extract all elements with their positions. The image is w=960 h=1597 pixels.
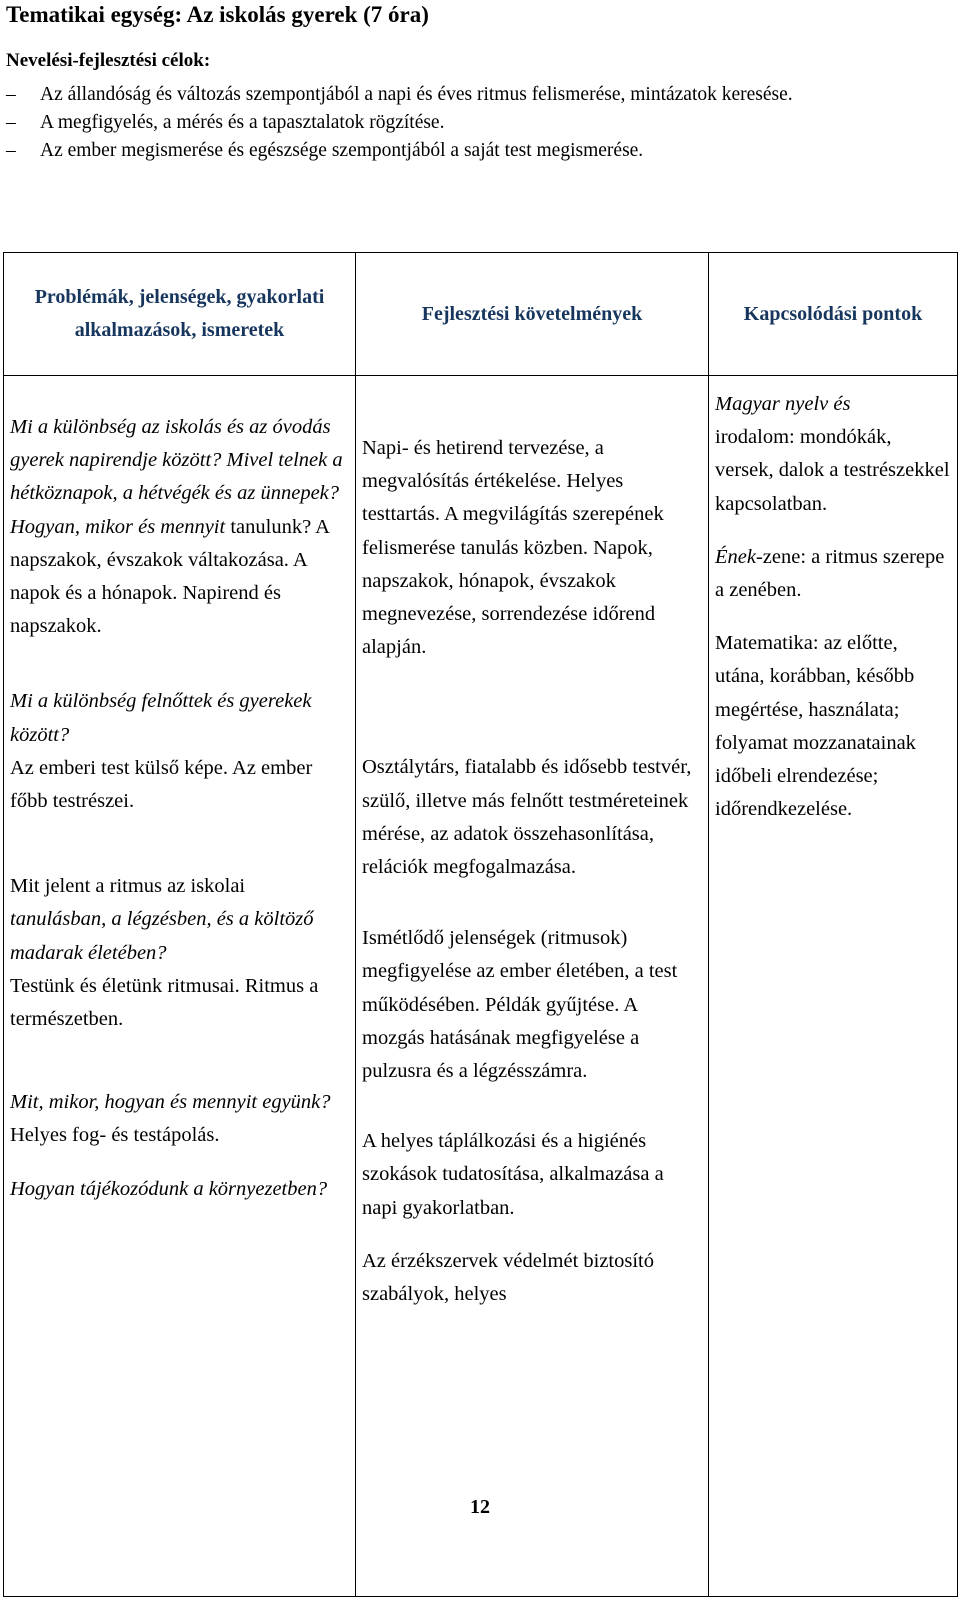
requirement-block: Osztálytárs, fiatalabb és idősebb testvér, szülő, illetve más felnőtt testméreteinek mérése, az adatok összehasonlítása, relációk megfogalmazása. <box>362 756 692 879</box>
goals-list <box>6 82 951 166</box>
dash-marker: – <box>6 112 16 133</box>
connection-block <box>715 541 951 607</box>
cell-problems <box>4 376 356 1597</box>
problem-block <box>10 870 349 1036</box>
goals-heading: Nevelési-fejlesztési célok: <box>6 50 211 71</box>
curriculum-table <box>3 252 958 1597</box>
page-number: 12 <box>470 1496 490 1518</box>
page-title: Tematikai egység: Az iskolás gyerek (7 óra) <box>6 2 429 27</box>
problem-block <box>10 1173 349 1206</box>
connection-subject: Ének <box>715 545 756 568</box>
table-header-row <box>4 253 958 376</box>
requirement-block: Az érzékszervek védelmét biztosító szabályok, helyes <box>362 1249 654 1306</box>
dash-marker: – <box>6 140 16 161</box>
problem-block <box>10 685 349 818</box>
header-connections: Kapcsolódási pontok <box>709 253 958 376</box>
problem-question: Mit, mikor, hogyan és mennyit együnk? <box>10 1091 331 1114</box>
goal-item <box>6 82 951 108</box>
goal-text: Az állandóság és változás szempontjából a napi és éves ritmus felismerése, mintázatok keresése. <box>40 84 793 105</box>
goal-item <box>6 138 951 164</box>
header-requirements: Fejlesztési követelmények <box>356 253 709 376</box>
problem-text: Testünk és életünk ritmusai. Ritmus a természetben. <box>10 974 319 1031</box>
cell-connections <box>709 376 958 1597</box>
cell-requirements <box>356 376 709 1597</box>
connection-block <box>715 388 951 521</box>
connection-block <box>715 627 951 826</box>
connection-text: -zene: a ritmus szerepe a zenében. <box>715 545 945 602</box>
problem-question: Mi a különbség felnőttek és gyerekek között? <box>10 690 312 746</box>
problem-question: Mi a különbség az iskolás és az óvodás gyerek napirendje között? Mivel telnek a hétköznapok, a hétvégék és az ünnepek? Hogyan, mikor és mennyit <box>10 416 343 538</box>
problem-text: tanulunk? A napszakok, évszakok váltakozása. A napok és a hónapok. Napirend és napszakok. <box>10 515 329 638</box>
requirement-block: Ismétlődő jelenségek (ritmusok) megfigyelése az ember életében, a test működésében. Példák gyűjtése. A mozgás hatásának megfigyelése a pulzusra és a légzésszámra. <box>362 927 678 1083</box>
problem-block <box>10 411 349 643</box>
dash-marker: – <box>6 84 16 105</box>
problem-question: tanulásban, a légzésben, és a költöző madarak életében? <box>10 908 314 964</box>
goal-item <box>6 110 951 136</box>
problem-text: Az emberi test külső képe. Az ember főbb testrészei. <box>10 756 313 813</box>
problem-text-pre: Mit jelent a ritmus az iskolai <box>10 875 246 898</box>
table-row <box>4 376 958 1597</box>
goal-text: Az ember megismerése és egészsége szempontjából a saját test megismerése. <box>40 140 644 161</box>
connection-text: irodalom: mondókák, versek, dalok a testrészekkel kapcsolatban. <box>715 426 950 515</box>
problem-question: Hogyan tájékozódunk a környezetben? <box>10 1177 328 1200</box>
goal-text: A megfigyelés, a mérés és a tapasztalatok rögzítése. <box>40 112 445 133</box>
requirement-block: A helyes táplálkozási és a higiénés szokások tudatosítása, alkalmazása a napi gyakorlatban. <box>362 1130 664 1219</box>
connection-text: Matematika: az előtte, utána, korábban, később megértése, használata; folyamat mozzanatainak időbeli elrendezése; időrendkezelése. <box>715 632 916 821</box>
problem-block <box>10 1086 349 1152</box>
connection-subject: Magyar nyelv és <box>715 393 851 415</box>
requirement-block: Napi- és hetirend tervezése, a megvalósítás értékelése. Helyes testtartás. A megvilágítás szerepének felismerése tanulás közben. Napok, napszakok, hónapok, évszakok megnevezése, sorrendezése időrend alapján. <box>362 437 664 659</box>
header-problems: Problémák, jelenségek, gyakorlati alkalmazások, ismeretek <box>4 253 356 376</box>
problem-text: Helyes fog- és testápolás. <box>10 1124 220 1147</box>
